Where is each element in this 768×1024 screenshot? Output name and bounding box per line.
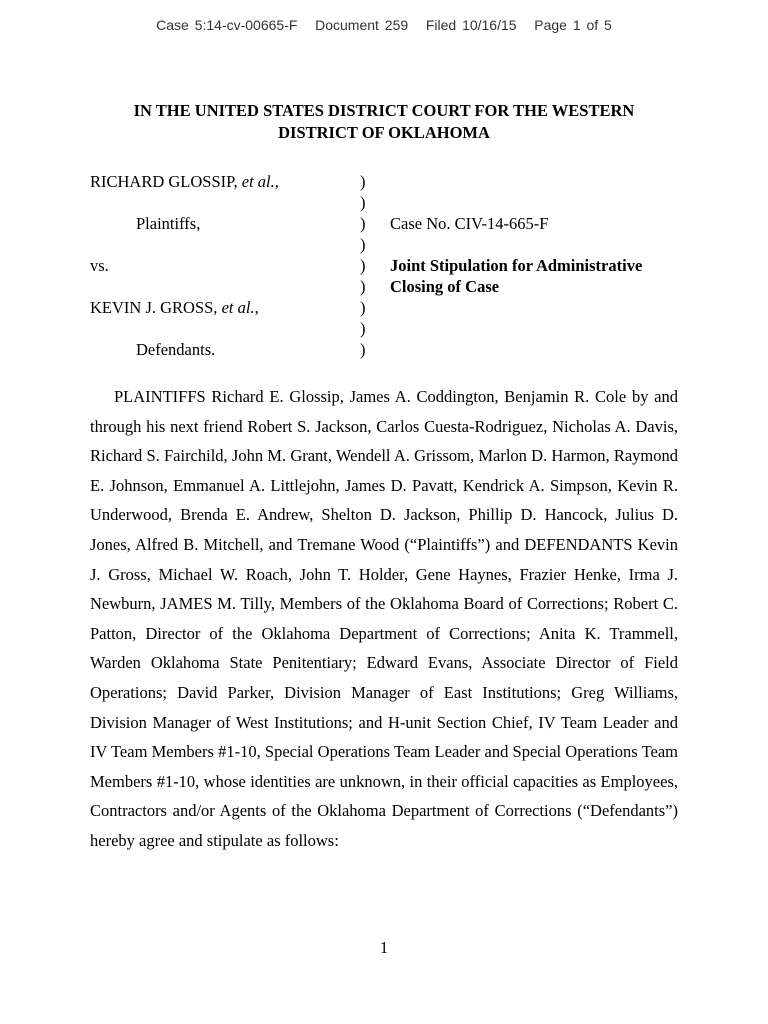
plaintiff-comma: , <box>274 172 279 191</box>
case-header <box>0 17 768 33</box>
page-of: Page 1 of 5 <box>534 17 612 33</box>
caption-paren: ) <box>360 193 366 212</box>
page-number: 1 <box>379 938 389 957</box>
versus-label: vs. <box>90 256 109 275</box>
plaintiffs-label: Plaintiffs, <box>136 214 201 233</box>
court-title-line-1: IN THE UNITED STATES DISTRICT COURT FOR THE WESTERN <box>133 101 635 120</box>
document-number: Document 259 <box>315 17 409 33</box>
plaintiff-et-al: et al. <box>241 172 275 191</box>
defendant-name: KEVIN J. GROSS, <box>90 298 218 317</box>
court-title <box>90 100 678 144</box>
court-title-line-2: DISTRICT OF OKLAHOMA <box>278 123 490 142</box>
plaintiff-name: RICHARD GLOSSIP, <box>90 172 238 191</box>
caption-paren: ) <box>360 319 366 338</box>
caption-paren: ) <box>360 340 366 359</box>
caption-paren: ) <box>360 277 366 296</box>
stipulation-paragraph: PLAINTIFFS Richard E. Glossip, James A. Coddington, Benjamin R. Cole by and through his next friend Robert S. Jackson, Carlos Cuesta-Rodriguez, Nicholas A. Davis, Richard S. Fairchild, John M. Grant, Wendell A. Grissom, Marlon D. Harmon, Raymond E. Johnson, Emmanuel A. Littlejohn, James D. Pavatt, Kendrick A. Simpson, Kevin R. Underwood, Brenda E. Andrew, Shelton D. Jackson, Phillip D. Hancock, Julius D. Jones, Alfred B. Mitchell, and Tremane Wood (“Plaintiffs”) and DEFENDANTS Kevin J. Gross, Michael W. Roach, John T. Holder, Gene Haynes, Frazier Henke, Irma J. Newburn, JAMES M. Tilly, Members of the Oklahoma Board of Corrections; Robert C. Patton, Director of the Oklahoma Department of Corrections; Anita K. Trammell, Warden Oklahoma State Penitentiary; Edward Evans, Associate Director of Field Operations; David Parker, Division Manager of East Institutions; Greg Williams, Division Manager of West Institutions; and H-unit Section Chief, IV Team Leader and IV Team Members #1-10, Special Operations Team Leader and Special Operations Team Members #1-10, whose identities are unknown, in their official capacities as Employees, Contractors and/or Agents of the Oklahoma Department of Corrections (“Defendants”) hereby agree and stipulate as follows: <box>90 387 678 850</box>
case-number-caption: Case No. CIV-14-665-F <box>390 214 549 233</box>
defendants-label: Defendants. <box>136 340 216 359</box>
caption-paren: ) <box>360 172 366 191</box>
document-title-line-2: Closing of Case <box>390 277 500 296</box>
plaintiff-line <box>90 172 279 192</box>
defendant-line <box>90 298 259 318</box>
filed-date: Filed 10/16/15 <box>425 17 517 33</box>
caption-paren: ) <box>360 214 366 233</box>
document-title-line-1: Joint Stipulation for Administrative <box>390 256 643 275</box>
caption-paren: ) <box>360 298 366 317</box>
caption-paren: ) <box>360 235 366 254</box>
defendant-comma: , <box>254 298 259 317</box>
defendant-et-al: et al. <box>221 298 255 317</box>
caption-paren: ) <box>360 256 366 275</box>
case-number: Case 5:14-cv-00665-F <box>156 17 298 33</box>
